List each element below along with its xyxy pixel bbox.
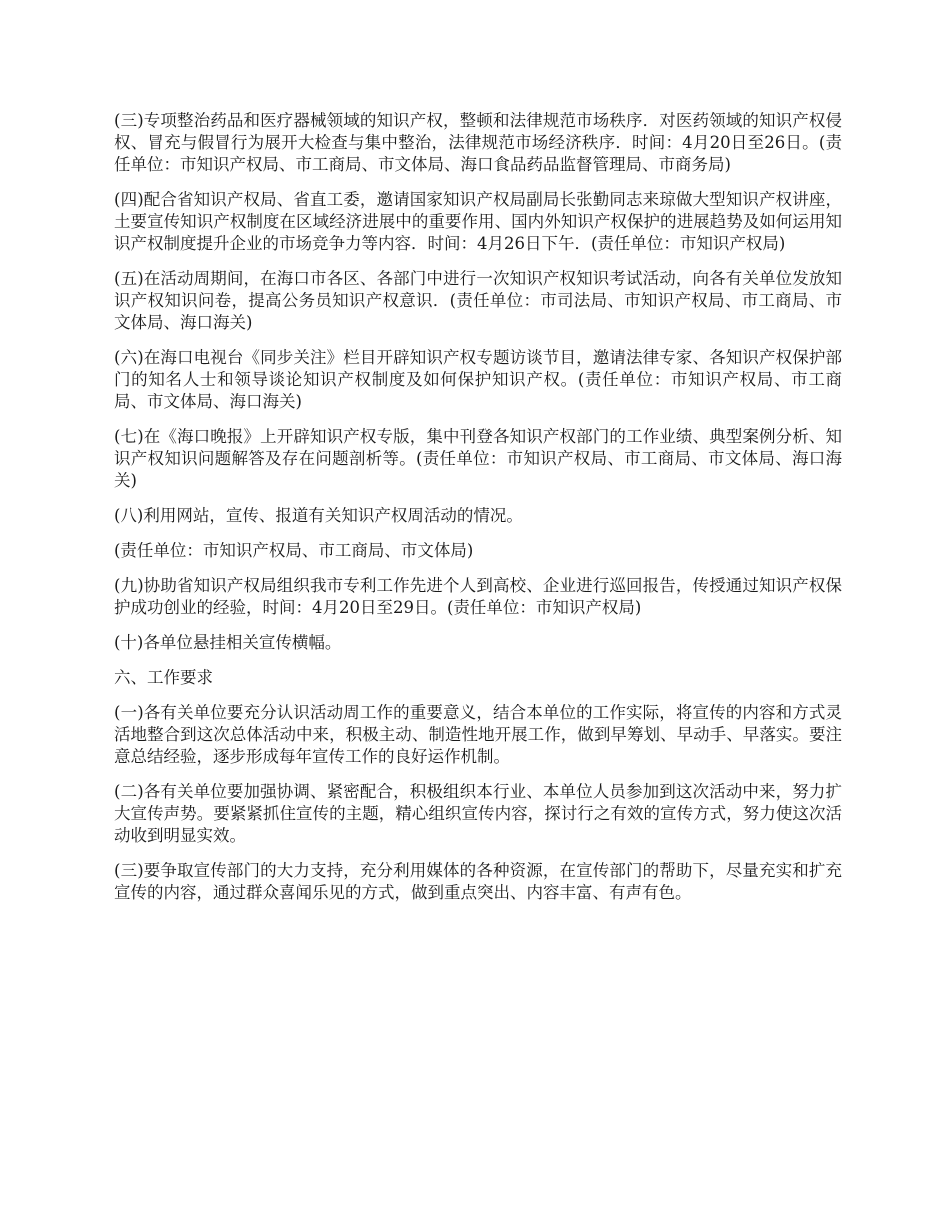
paragraph-item-8-responsible: (责任单位：市知识产权局、市工商局、市文体局) (114, 541, 474, 560)
section-heading-work-requirements: 六、工作要求 (114, 668, 213, 687)
paragraph-item-6-tv: (六)在海口电视台《同步关注》栏目开辟知识产权专题访谈节目，邀请法律专家、各知识产权保护部门的知名人士和领导谈论知识产权制度及如何保护知识产权。(责任单位：市知识产权局、市工商局、市文体局、海口海关) (114, 348, 842, 411)
paragraph-item-8-website: (八)利用网站，宣传、报道有关知识产权周活动的情况。 (114, 506, 523, 525)
paragraph-requirement-3: (三)要争取宣传部门的大力支持，充分利用媒体的各种资源，在宣传部门的帮助下，尽量充实和扩充宣传的内容，通过群众喜闻乐见的方式，做到重点突出、内容丰富、有声有色。 (114, 861, 842, 902)
paragraph-item-4-lecture: (四)配合省知识产权局、省直工委，邀请国家知识产权局副局长张勤同志来琼做大型知识产权讲座，土要宣传知识产权制度在区域经济进展中的重要作用、国内外知识产权保护的进展趋势及如何运用知识产权制度提升企业的市场竞争力等内容．时间：4月26日下午．(责任单位：市知识产权局) (114, 190, 842, 253)
paragraph-item-5-exam: (五)在活动周期间，在海口市各区、各部门中进行一次知识产权知识考试活动，向各有关单位发放知识产权知识问卷，提高公务员知识产权意识．(责任单位：市司法局、市知识产权局、市工商局、市文体局、海口海关) (114, 269, 842, 332)
paragraph-requirement-1: (一)各有关单位要充分认识活动周工作的重要意义，结合本单位的工作实际，将宣传的内容和方式灵活地整合到这次总体活动中来，积极主动、制造性地开展工作，做到早筹划、早动手、早落实。要注意总结经验，逐步形成每年宣传工作的良好运作机制。 (114, 703, 842, 766)
paragraph-item-10-banner: (十)各单位悬挂相关宣传横幅。 (114, 633, 342, 652)
document-body (114, 110, 842, 917)
paragraph-item-7-newspaper: (七)在《海口晚报》上开辟知识产权专版，集中刊登各知识产权部门的工作业绩、典型案例分析、知识产权知识问题解答及存在问题剖析等。(责任单位：市知识产权局、市工商局、市文体局、海口海关) (114, 427, 842, 490)
paragraph-item-3-drugs: (三)专项整治药品和医疗器械领域的知识产权，整顿和法律规范市场秩序．对医药领域的知识产权侵权、冒充与假冒行为展开大检查与集中整治，法律规范市场经济秩序．时间：4月20日至26日。(责任单位：市知识产权局、市工商局、市文体局、海口食品药品监督管理局、市商务局) (114, 111, 842, 174)
paragraph-requirement-2: (二)各有关单位要加强协调、紧密配合，积极组织本行业、本单位人员参加到这次活动中来，努力扩大宣传声势。要紧紧抓住宣传的主题，精心组织宣传内容，探讨行之有效的宣传方式，努力使这次活动收到明显实效。 (114, 782, 842, 845)
paragraph-item-9-report: (九)协助省知识产权局组织我市专利工作先进个人到高校、企业进行巡回报告，传授通过知识产权保护成功创业的经验，时间：4月20日至29日。(责任单位：市知识产权局) (114, 576, 842, 617)
